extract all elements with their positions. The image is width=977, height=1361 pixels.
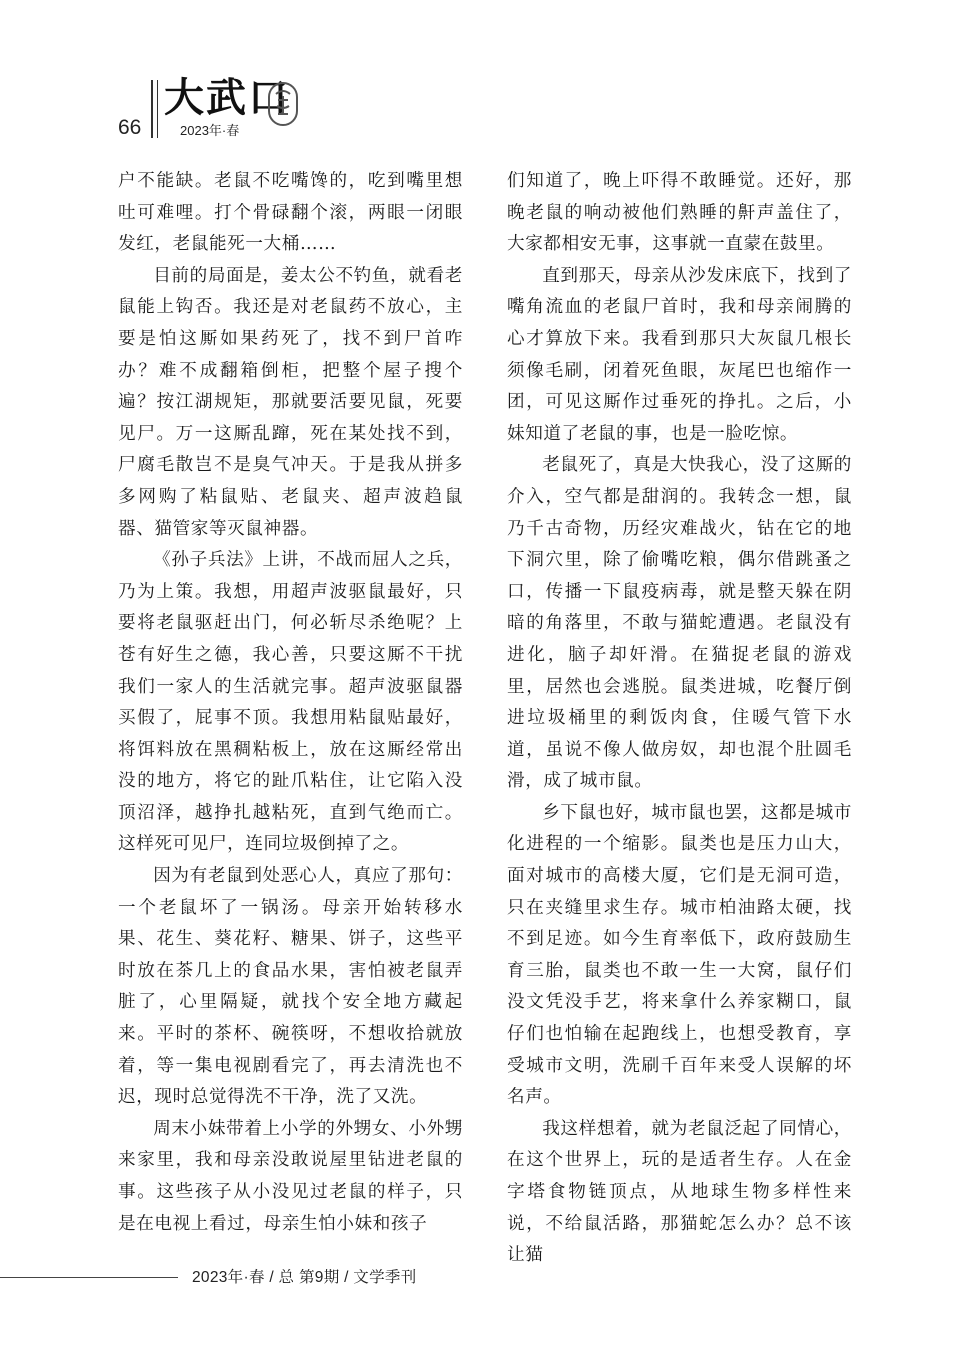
article-column-right xyxy=(507,166,852,1272)
article-column-left xyxy=(118,166,463,1240)
paragraph: 因为有老鼠到处恶心人，真应了那句：一个老鼠坏了一锅汤。母亲开始转移水果、花生、葵花籽、糖果、饼子，这些平时放在茶几上的食品水果，害怕被老鼠弄脏了，心里隔疑，就找个安全地方藏起来。平时的茶杯、碗筷呀，不想收拾就放着，等一集电视剧看完了，再去清洗也不迟，现时总觉得洗不干净，洗了又洗。 xyxy=(118,866,463,1108)
page-number: 66 xyxy=(118,116,142,139)
paragraph: 目前的局面是，姜太公不钓鱼，就看老鼠能上钩否。我还是对老鼠药不放心，主要是怕这厮如果药死了，找不到尸首咋办？难不成翻箱倒柜，把整个屋子搜个遍？按江湖规矩，那就要活要见鼠，死要见尸。万一这厮乱蹿，死在某处找不到，尸腐毛散岂不是臭气冲天。于是我从拼多多网购了粘鼠贴、老鼠夹、超声波趋鼠器、猫管家等灭鼠神器。 xyxy=(118,265,463,539)
paragraph: 《孙子兵法》上讲，不战而屈人之兵，乃为上策。我想，用超声波驱鼠最好，只要将老鼠驱赶出门，何必斩尽杀绝呢？上苍有好生之德，我心善，只要这厮不干扰我们一家人的生活就完事。超声波驱鼠器买假了，屁事不顶。我想用粘鼠贴最好，将饵料放在黑稠粘板上，放在这厮经常出没的地方，将它的趾爪粘住，让它陷入没顶沼泽，越挣扎越粘死，直到气绝而亡。这样死可见尸，连同垃圾倒掉了之。 xyxy=(118,550,463,855)
paragraph: 直到那天，母亲从沙发床底下，找到了嘴角流血的老鼠尸首时，我和母亲闹腾的心才算放下来。我看到那只大灰鼠几根长须像毛刷，闭着死鱼眼，灰尾巴也缩作一团，可见这厮作过垂死的挣扎。之后，小妹知道了老鼠的事，也是一脸吃惊。 xyxy=(507,265,852,444)
magazine-issue: 2023年·春 xyxy=(180,123,240,138)
paragraph: 户不能缺。老鼠不吃嘴馋的，吃到嘴里想吐可难哩。打个骨碌翻个滚，两眼一闭眼发红，老鼠能死一大桶…… xyxy=(118,171,463,255)
paragraph: 乡下鼠也好，城市鼠也罢，这都是城市化进程的一个缩影。鼠类也是压力山大，面对城市的高楼大厦，它们是无洞可造，只在夹缝里求生存。城市柏油路太硬，找不到足迹。如今生育率低下，政府鼓励生育三胎，鼠类也不敢一生一大窝，鼠仔们没文凭没手艺，将来拿什么养家糊口，鼠仔们也怕输在起跑线上，也想受教育，享受城市文明，洗刷千百年来受人误解的坏名声。 xyxy=(507,802,852,1108)
header-divider-thin xyxy=(157,80,158,138)
header-divider xyxy=(151,80,153,138)
page-header xyxy=(0,0,977,150)
magazine-title: 大武口 xyxy=(164,74,290,121)
paragraph: 周末小妹带着上小学的外甥女、小外甥来家里，我和母亲没敢说屋里钻进老鼠的事。这些孩子从小没见过老鼠的样子，只是在电视上看过，母亲生怕小妹和孩子 xyxy=(118,1118,463,1234)
seal-logo-icon xyxy=(268,82,298,126)
paragraph: 老鼠死了，真是大快我心，没了这厮的介入，空气都是甜润的。我转念一想，鼠乃千古奇物，历经灾难战火，钻在它的地下洞穴里，除了偷嘴吃粮，偶尔借跳蚤之口，传播一下鼠疫病毒，就是整天躲在阴暗的角落里，不敢与猫蛇遭遇。老鼠没有进化，脑子却奸滑。在猫捉老鼠的游戏里，居然也会逃脱。鼠类进城，吃餐厅倒进垃圾桶里的剩饭肉食，住暖气管下水道，虽说不像人做房奴，却也混个肚圆毛滑，成了城市鼠。 xyxy=(507,455,852,792)
paragraph: 我这样想着，就为老鼠泛起了同情心，在这个世界上，玩的是适者生存。人在金字塔食物链顶点，从地球生物多样性来说，不给鼠活路，那猫蛇怎么办？总不该让猫 xyxy=(507,1118,852,1266)
footer-issue-info: 2023年·春 / 总 第9期 / 文学季刊 xyxy=(192,1269,417,1286)
footer-rule xyxy=(0,1277,178,1278)
paragraph: 们知道了，晚上吓得不敢睡觉。还好，那晚老鼠的响动被他们熟睡的鼾声盖住了，大家都相安无事，这事就一直蒙在鼓里。 xyxy=(507,171,852,255)
